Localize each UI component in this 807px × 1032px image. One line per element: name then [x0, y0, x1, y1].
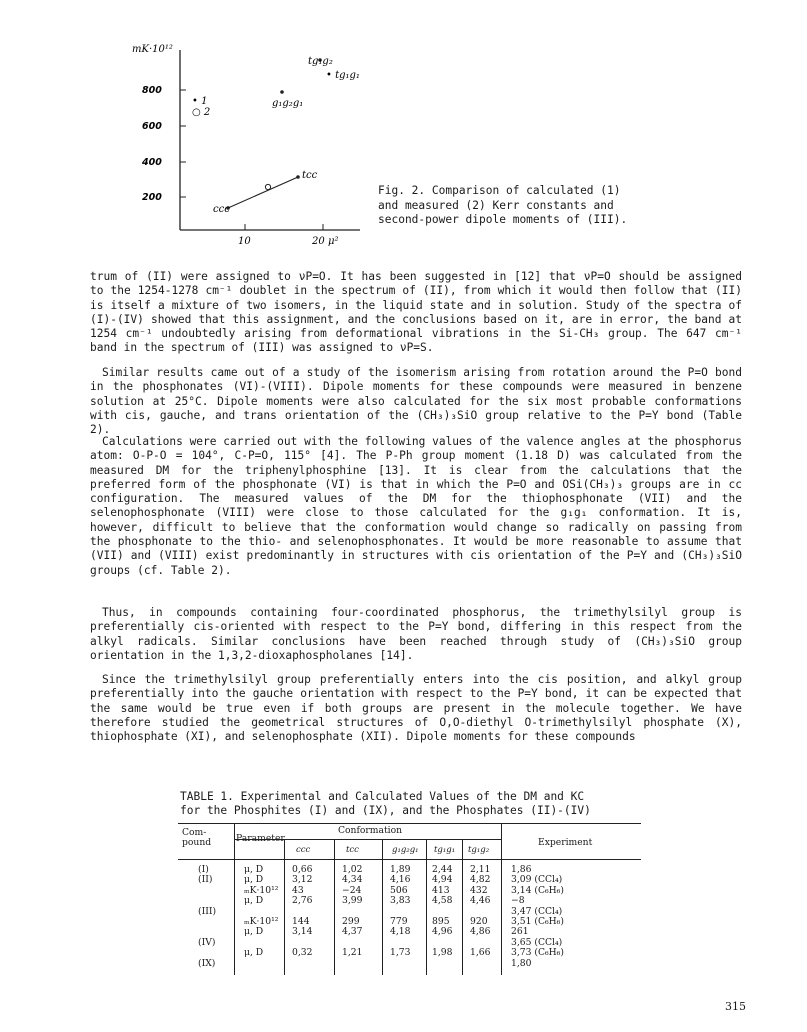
header-experiment: Experiment: [538, 837, 593, 848]
table-vline: [234, 823, 235, 975]
y-tick-label: 400: [142, 157, 162, 168]
legend-item-1: • 1: [192, 96, 208, 107]
paragraph-4: Thus, in compounds containing four-coordinated phosphorus, the trimethylsilyl group is preferentially cis-oriented with respect to the P=Y bond, differing in this respect from the alkyl radicals. Similar conclusions have been reached through study of (CH₃)₃SiO group orientation in the 1,3,2-dioxaphospholanes [14].: [90, 606, 742, 662]
y-tick-label: 600: [142, 121, 162, 132]
label-tg1g1: • tg₁g₁: [326, 70, 360, 81]
col-tg1g2: 2,11 4,82 432 4,46 920 4,86 1,66: [470, 864, 491, 959]
figure-2-svg: [130, 40, 370, 255]
point-g1g2g1: [280, 90, 284, 94]
figure-caption: Fig. 2. Comparison of calculated (1) and measured (2) Kerr constants and second-power dipole moments of (III).: [378, 184, 628, 226]
paragraph-3: Calculations were carried out with the following values of the valence angles at the phosphorus atom: O-P-O = 104°, C-P=O, 115° [4]. The P-Ph group moment (1.18 D) was calculated from the measured DM for the triphenylphosphine [13]. It is clear from the calculations that the preferred form of the phosphonate (VI) is that in which the P=O and OSi(CH₃)₃ groups are in cc configuration. The measured values of the DM for the thiophosphonate (VII) and the selenophosphonate (VIII) were close to those calculated for the g₁g₁ conformation. It is, however, difficult to believe that the conformation would change so radically on passing from the phosphonate to the thio- and selenophosphonates. It would be more reasonable to assume that (VII) and (VIII) exist predominantly in structures with cis orientation of the P=Y and (CH₃)₃SiO groups (cf. Table 2).: [90, 435, 742, 577]
table-vline: [462, 839, 463, 975]
point-measured: [265, 184, 270, 189]
header-compound: Com- pound: [182, 827, 212, 849]
header-tg1g1: tg₁g₁: [434, 845, 456, 855]
paragraph-2: Similar results came out of a study of the isomerism arising from rotation around the P=O bond in the phosphonates (VI)-(VIII). Dipole moments for these compounds were measured in benzene solution at 25°C. Dipole moments were also calculated for the six most probable conformations with cis, gauche, and trans orientation of the (CH₃)₃SiO group relative to the P=Y bond (Table 2).: [90, 366, 742, 437]
col-compound: (I) (II) (III) (IV) (IX): [198, 864, 217, 969]
col-parameter: μ, D μ, D ₘK·10¹² μ, D ₘK·10¹² μ, D μ, D: [244, 864, 279, 959]
paragraph-1: trum of (II) were assigned to νP=O. It has been suggested in [12] that νP=O should be assigned to the 1254-1278 cm⁻¹ doublet in the spectrum of (II), from which it would then follow that (II) is itself a mixture of two isomers, in the liquid state and in solution. Study of the spectra of (I)-(IV) showed that this assignment, and the conclusions based on it, are in error, the band at 1254 cm⁻¹ undoubtedly arising from deformational vibrations in the Si-CH₃ group. The 647 cm⁻¹ band in the spectrum of (III) was assigned to νP=S.: [90, 270, 742, 355]
header-ccc: ccc: [296, 845, 311, 855]
trend-line: [228, 177, 298, 208]
label-tg1g2: tg₁g₂: [308, 56, 333, 67]
x-tick-label: 20: [312, 236, 325, 247]
page-number: 315: [725, 1000, 746, 1013]
header-parameter: Parameter: [236, 833, 285, 844]
x-axis-label: μ²: [328, 236, 339, 247]
table-caption-line-1: TABLE 1. Experimental and Calculated Values of the DM and KC: [180, 790, 585, 803]
label-ccc: ccc: [213, 204, 230, 215]
y-tick-label: 800: [142, 85, 162, 96]
table-rule-top: [178, 823, 641, 824]
table-vline: [284, 839, 285, 975]
header-g1g2g1: g₁g₂g₁: [392, 845, 419, 855]
figure-2-chart: [130, 40, 370, 255]
label-tcc: tcc: [302, 170, 318, 181]
col-tg1g1: 2,44 4,94 413 4,58 895 4,96 1,98: [432, 864, 453, 959]
col-tcc: 1,02 4,34 −24 3,99 299 4,37 1,21: [342, 864, 363, 959]
table-vline: [426, 839, 427, 975]
table-caption-line-2: for the Phosphites (I) and (IX), and the Phosphates (II)-(IV): [180, 804, 591, 818]
table-vline: [501, 823, 502, 975]
table-rule-header: [178, 859, 641, 860]
col-g1g2g1: 1,89 4,16 506 3,83 779 4,18 1,73: [390, 864, 411, 959]
header-tg1g2: tg₁g₂: [468, 845, 490, 855]
col-experiment: 1,86 3,09 (CCl₄) 3,14 (C₆H₆) −8 3,47 (CCl₄) 3,51 (C₆H₆) 261 3,65 (CCl₄) 3,73 (C₆H₆) 1,80: [511, 864, 564, 969]
table-vline: [334, 839, 335, 975]
col-ccc: 0,66 3,12 43 2,76 144 3,14 0,32: [292, 864, 313, 959]
table-caption: [180, 790, 640, 818]
legend-item-2: ○ 2: [192, 107, 211, 118]
x-tick-label: 10: [238, 236, 251, 247]
header-conformation: Conformation: [338, 825, 403, 836]
label-g1g2g1: g₁g₂g₁: [272, 98, 304, 109]
point-tcc: [296, 175, 300, 179]
header-tcc: tcc: [346, 845, 359, 855]
y-tick-label: 200: [142, 192, 162, 203]
paragraph-5: Since the trimethylsilyl group preferentially enters into the cis position, and alkyl group preferentially into the gauche orientation with respect to the P=Y bond, it can be expected that the same would be true even if both groups are present in the molecule together. We have therefore studied the geometrical structures of O,O-diethyl O-trimethylsilyl phosphate (X), thiophosphate (XI), and selenophosphate (XII). Dipole moments for these compounds: [90, 673, 742, 744]
y-axis-label: mK·10¹²: [132, 44, 173, 55]
table-vline: [382, 839, 383, 975]
